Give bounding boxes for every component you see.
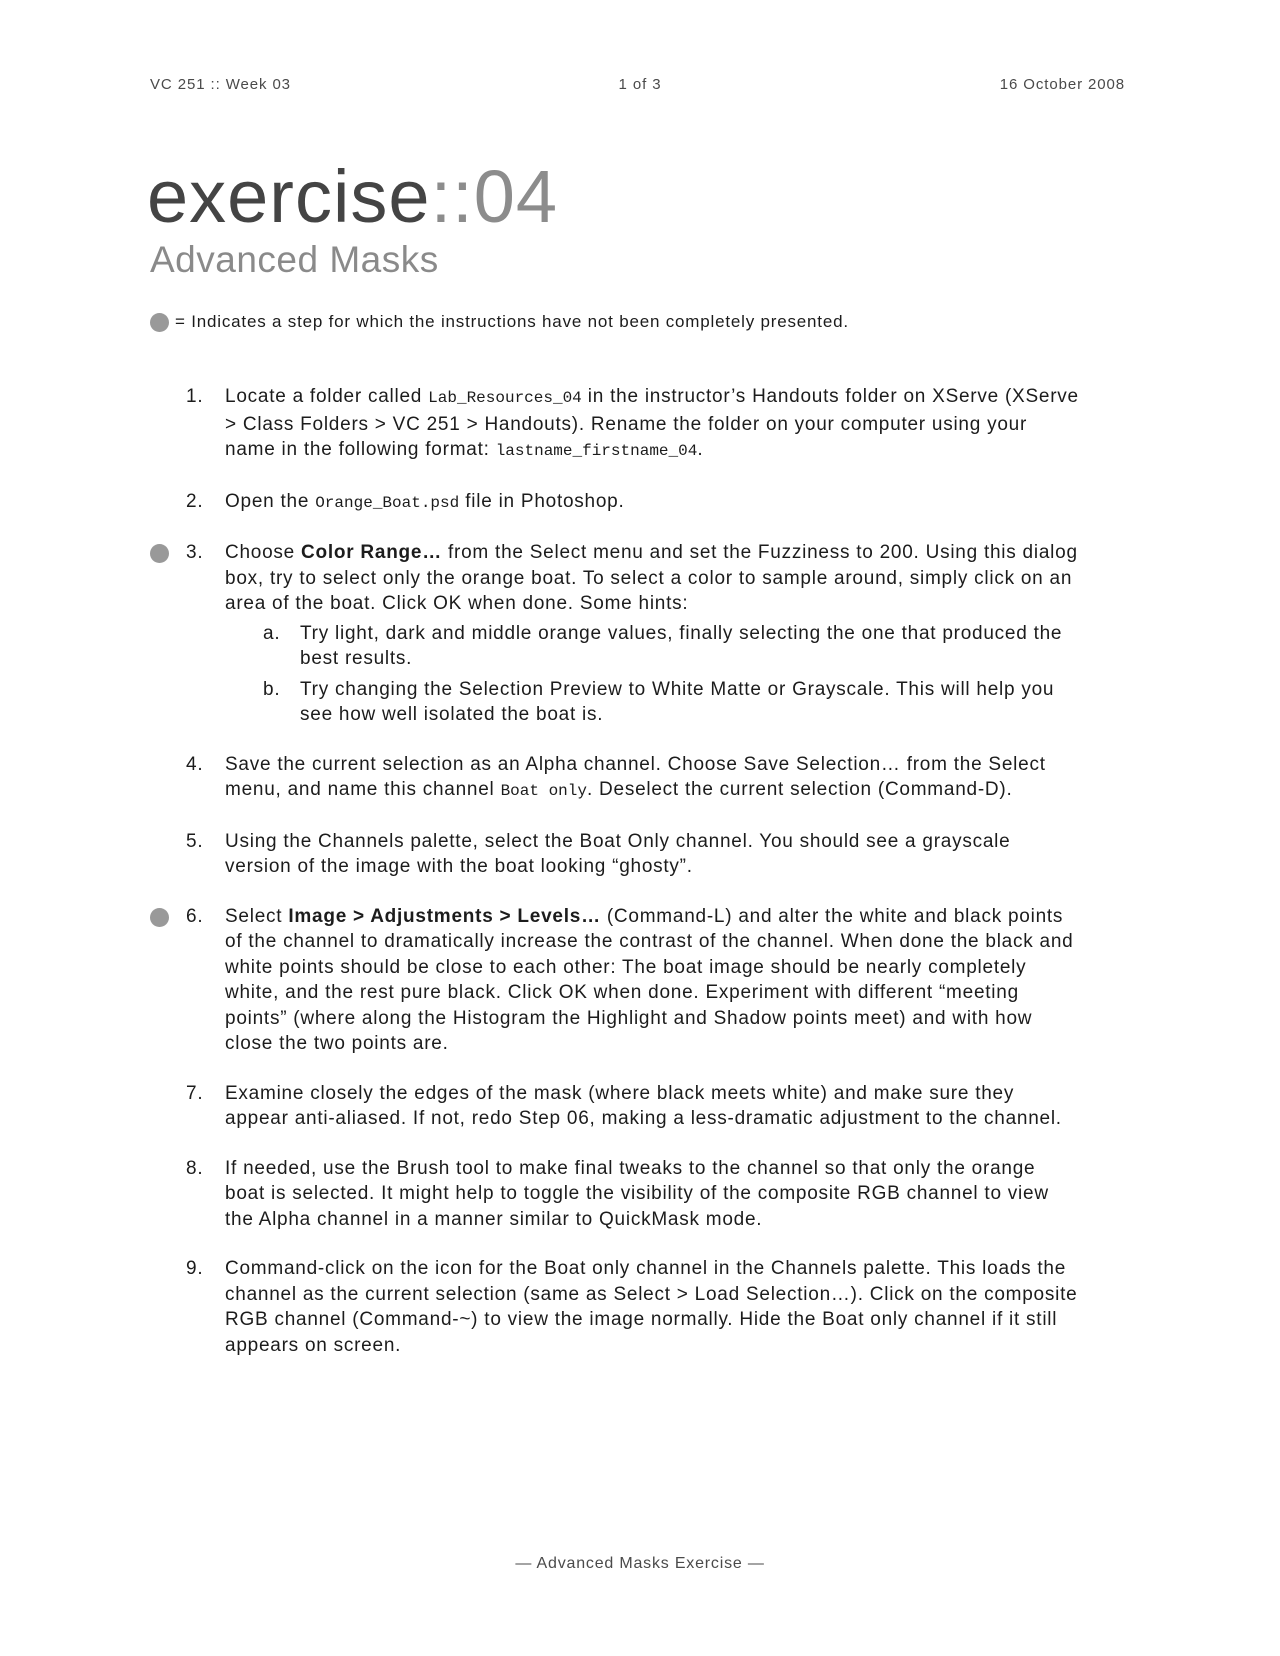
header-page-number: 1 of 3 bbox=[618, 76, 662, 93]
menu-command: Color Range… bbox=[301, 542, 442, 563]
header-course: VC 251 :: Week 03 bbox=[150, 76, 291, 93]
step-text: in the instructor’s Handouts folder on XServe (XServe > Class Folders > VC 251 > Handouts). Rename the folder on your computer using your name in the following format: bbox=[225, 386, 1079, 460]
step-text: (Command-L) and alter the white and black points of the channel to dramatically increase the contrast of the channel. When done the black and white points should be close to each other: The boat image should be nearly completely white, and the rest pure black. Click OK when done. Experiment with different “meeting points” (where along the Histogram the Highlight and Shadow points meet) and with how close the two points are. bbox=[225, 905, 1074, 1054]
step-5 bbox=[0, 829, 1280, 880]
step-4 bbox=[0, 752, 1280, 805]
channel-name: Boat only bbox=[500, 782, 587, 800]
step-text: Command-click on the icon for the Boat only channel in the Channels palette. This loads the channel as the current selection (same as Select > Load Selection…). Click on the composite RGB channel (Command-~) to view the image normally. Hide the Boat only channel if it still appears on screen. bbox=[225, 1258, 1078, 1356]
gray-circle-icon bbox=[150, 544, 169, 563]
page-subtitle: Advanced Masks bbox=[150, 239, 439, 280]
step-number: 9. bbox=[186, 1258, 204, 1279]
step-text: Locate a folder called bbox=[225, 386, 429, 407]
legend-text: = Indicates a step for which the instructions have not been completely presented. bbox=[175, 312, 849, 331]
step-number: 1. bbox=[186, 386, 204, 407]
step-number: 5. bbox=[186, 830, 204, 852]
step-6 bbox=[0, 904, 1280, 1057]
step-text: If needed, use the Brush tool to make final tweaks to the channel so that only the orange boat is selected. It might help to toggle the visibility of the composite RGB channel to view the Alpha channel in a manner similar to QuickMask mode. bbox=[225, 1157, 1049, 1230]
step-2 bbox=[0, 489, 1280, 517]
step-number: 7. bbox=[186, 1082, 204, 1104]
hint-label: a. bbox=[263, 622, 281, 644]
gray-circle-icon bbox=[150, 313, 169, 332]
menu-command: Image > Adjustments > Levels… bbox=[288, 905, 601, 927]
step-8 bbox=[0, 1156, 1280, 1233]
step-list bbox=[0, 384, 1280, 1382]
step-number: 4. bbox=[186, 753, 204, 775]
hint-label: b. bbox=[263, 678, 281, 700]
header-date: 16 October 2008 bbox=[999, 76, 1125, 93]
step-text: Save the current selection as an Alpha channel. Choose Save Selection… from the Select menu, and name this channel bbox=[225, 753, 1046, 800]
hint-text: Try changing the Selection Preview to White Matte or Grayscale. This will help you see how well isolated the boat is. bbox=[300, 678, 1055, 725]
hint-text: Try light, dark and middle orange values, finally selecting the one that produced the best results. bbox=[300, 622, 1063, 669]
hint-item bbox=[225, 677, 1080, 728]
page-title bbox=[147, 155, 558, 238]
step-text: . Deselect the current selection (Command-D). bbox=[586, 779, 1013, 800]
title-number: 04 bbox=[473, 155, 558, 238]
hint-item bbox=[225, 621, 1080, 672]
step-text: from the Select menu and set the Fuzziness to 200. Using this dialog box, try to select only the orange boat. To select a color to sample around, simply click on an area of the boat. Click OK when done. Some hints: bbox=[225, 542, 1078, 614]
step-3 bbox=[0, 540, 1280, 728]
step-number: 6. bbox=[186, 905, 204, 927]
gray-circle-icon bbox=[150, 908, 169, 927]
step-7 bbox=[0, 1081, 1280, 1132]
title-separator: :: bbox=[430, 155, 474, 238]
step-text: Choose bbox=[225, 542, 302, 563]
folder-name: Lab_Resources_04 bbox=[428, 389, 582, 407]
hint-list bbox=[225, 621, 1080, 728]
step-number: 2. bbox=[186, 490, 204, 512]
step-1 bbox=[0, 384, 1280, 465]
step-9 bbox=[0, 1256, 1280, 1358]
step-text: Examine closely the edges of the mask (where black meets white) and make sure they appear anti-aliased. If not, redo Step 06, making a less-dramatic adjustment to the channel. bbox=[225, 1082, 1062, 1129]
step-number: 3. bbox=[186, 542, 204, 563]
step-text: Select bbox=[225, 905, 289, 927]
file-name: Orange_Boat.psd bbox=[315, 493, 460, 512]
name-format: lastname_firstname_04 bbox=[495, 442, 698, 460]
step-number: 8. bbox=[186, 1157, 204, 1179]
step-text: Open the bbox=[225, 490, 316, 512]
step-text: file in Photoshop. bbox=[459, 490, 625, 512]
step-text: . bbox=[697, 439, 704, 460]
title-word: exercise bbox=[147, 155, 431, 238]
legend bbox=[150, 312, 849, 332]
page-footer: — Advanced Masks Exercise — bbox=[515, 1555, 765, 1572]
step-text: Using the Channels palette, select the Boat Only channel. You should see a grayscale version of the image with the boat looking “ghosty”. bbox=[225, 830, 1011, 877]
